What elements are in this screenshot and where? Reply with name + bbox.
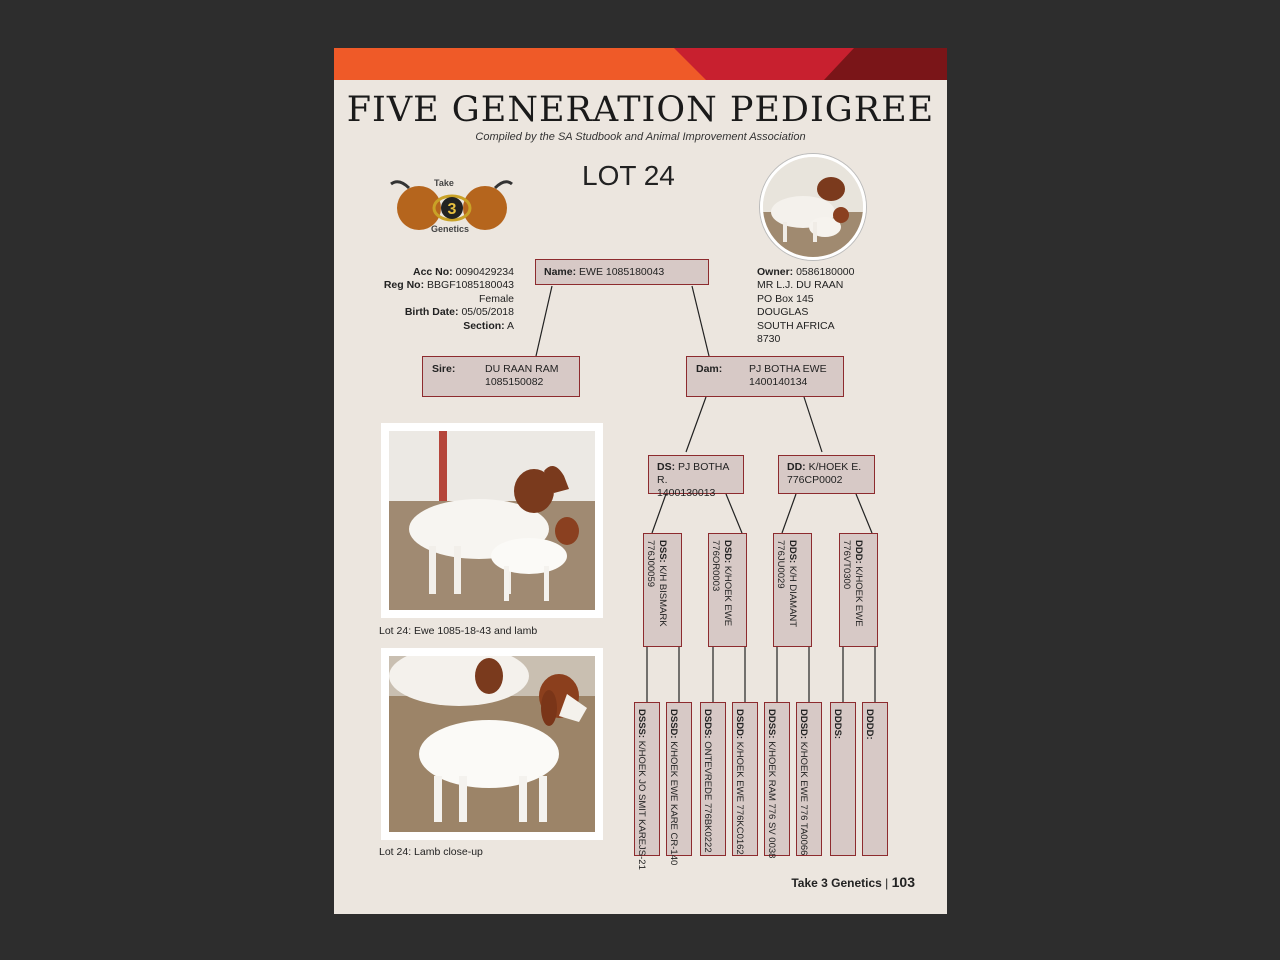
dd-box: DD: K/HOEK E. 776CP0002 [778, 455, 875, 494]
lot-number: LOT 24 [582, 160, 675, 191]
dam-box: Dam: PJ BOTHA EWE 1400140134 [686, 356, 844, 397]
pedigree-page [334, 48, 947, 914]
svg-text:Take: Take [434, 178, 454, 188]
dss-box: DSS: K/H BISMARK 776J00059 [643, 533, 682, 647]
dsss-box: DSSS: K/HOEK JO SMIT KAREJS-21 [634, 702, 660, 856]
svg-text:3: 3 [447, 201, 457, 218]
dds-box: DDS: K/H DIAMANT 776JU0029 [773, 533, 812, 647]
animal-details: Acc No: 0090429234 Reg No: BBGF1085180043 Female Birth Date: 05/05/2018 Section: A [383, 266, 514, 332]
ddss-box: DDSS: K/HOEK RAM 776 SV 0038 [764, 702, 790, 856]
dddd-box: DDDD: [862, 702, 888, 856]
dsd-box: DSD: K/HOEK EWE 776OR0003 [708, 533, 747, 647]
dsds-box: DSDS: ONTEVREDE 776BK0222 [700, 702, 726, 856]
ewe-and-lamb-photo [381, 423, 603, 618]
animal-name-box: Name: EWE 1085180043 [535, 259, 709, 285]
page-footer: Take 3 Genetics | 103 [791, 874, 915, 890]
page-title: FIVE GENERATION PEDIGREE [346, 90, 935, 130]
photo1-caption: Lot 24: Ewe 1085-18-43 and lamb [379, 625, 538, 637]
ddds-box: DDDS: [830, 702, 856, 856]
lamb-closeup-photo [381, 648, 603, 840]
photo2-caption: Lot 24: Lamb close-up [379, 846, 483, 858]
ddsd-box: DDSD: K/HOEK EWE 776 TA0066 [796, 702, 822, 856]
sire-box: Sire: DU RAAN RAM 1085150082 [422, 356, 580, 397]
owner-details: Owner: 0586180000 MR L.J. DU RAAN PO Box 145 DOUGLAS SOUTH AFRICA 8730 [757, 266, 855, 346]
svg-text:Genetics: Genetics [431, 224, 470, 234]
dssd-box: DSSD: K/HOEK EWE KARE CR-140 [666, 702, 692, 856]
page-subtitle: Compiled by the SA Studbook and Animal Improvement Association [475, 131, 806, 143]
dsdd-box: DSDD: K/HOEK EWE 776KC0162 [732, 702, 758, 856]
ddd-box: DDD: K/HOEK EWE 776VT0300 [839, 533, 878, 647]
ds-box: DS: PJ BOTHA R. 1400130013 [648, 455, 744, 494]
